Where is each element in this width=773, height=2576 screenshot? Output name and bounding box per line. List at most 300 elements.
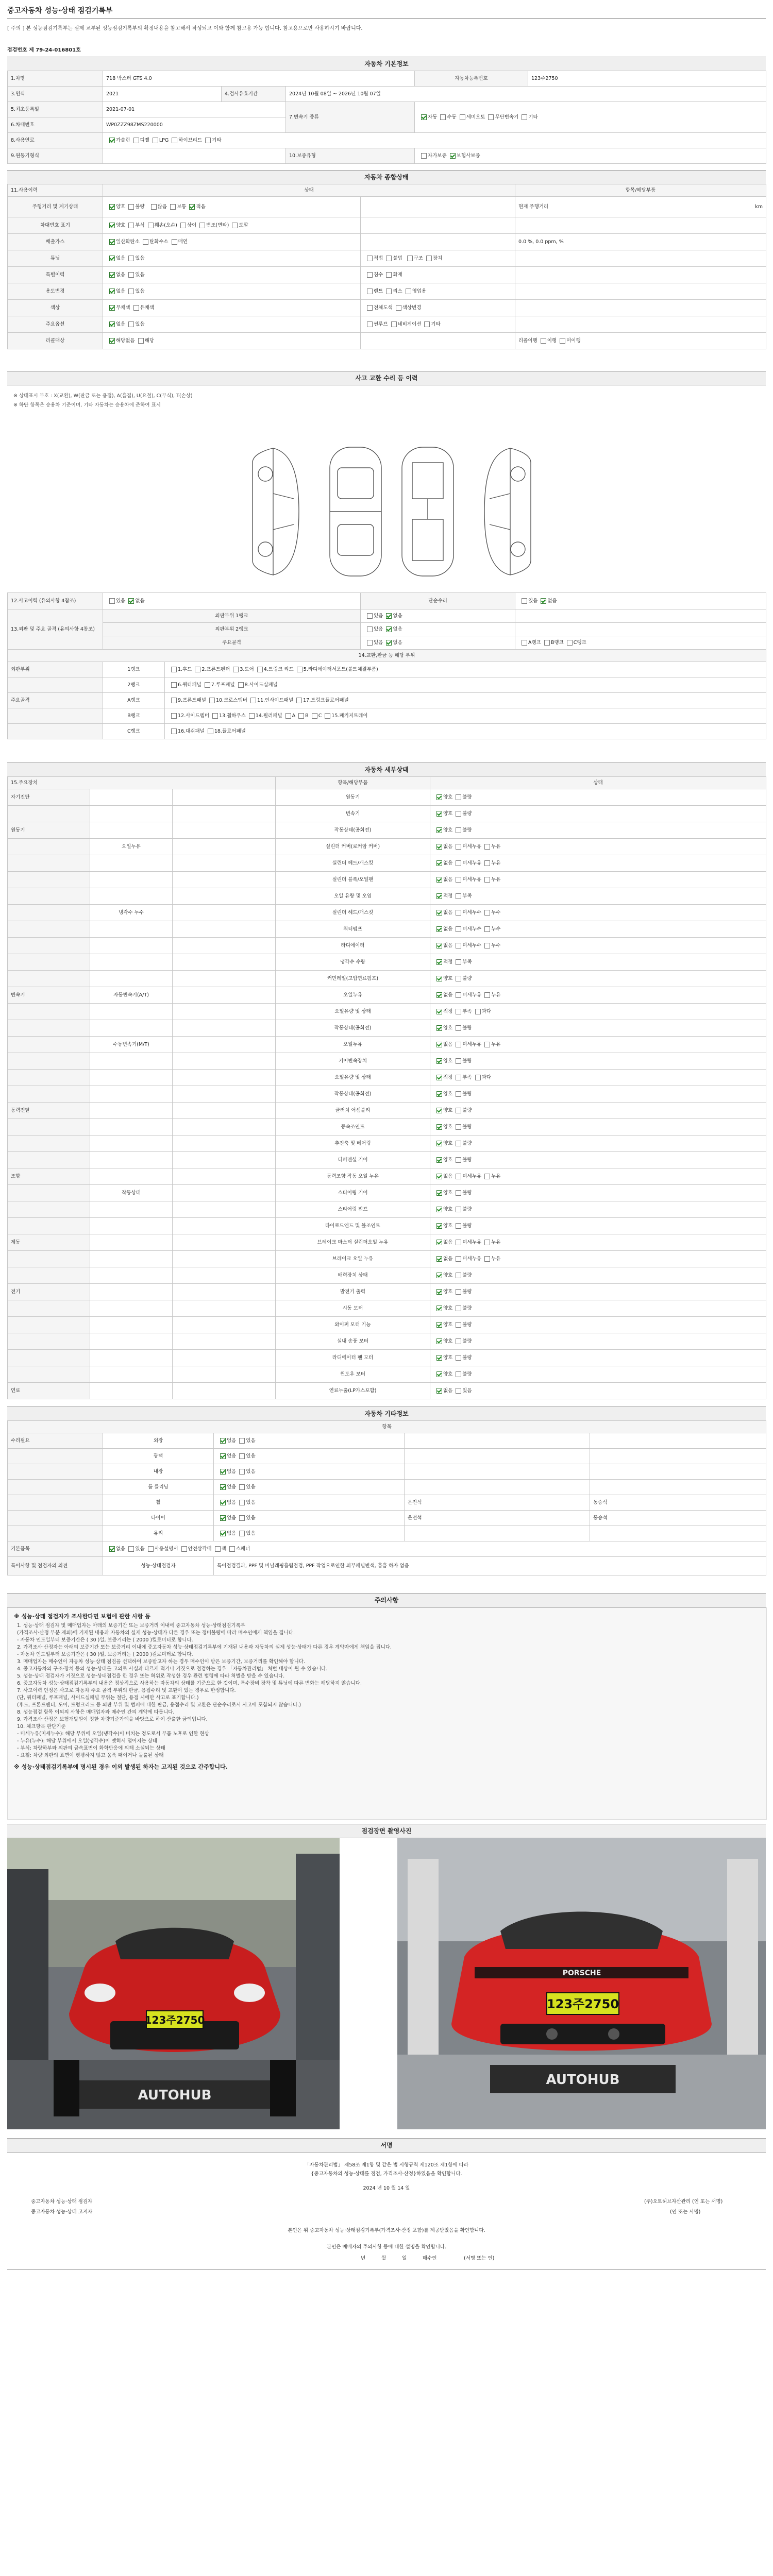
checkbox[interactable] [436,910,442,916]
checkbox[interactable] [456,1289,461,1295]
vehicle-diagram [242,442,541,581]
checkbox-label: 미세누수 [462,909,482,916]
checkbox[interactable] [436,1306,442,1311]
checkbox-label: 자동 [428,114,438,120]
checkbox[interactable] [436,827,442,833]
detail-state [430,855,766,872]
checkbox[interactable] [484,1174,490,1179]
checkbox[interactable] [436,976,442,981]
checkbox[interactable] [436,1355,442,1361]
detail-row [8,1004,766,1020]
warranty-label: 10.보증유형 [286,148,415,164]
checkbox[interactable] [484,1240,490,1245]
detail-subgroup2 [173,987,276,1004]
checkbox[interactable] [436,1042,442,1047]
checkbox[interactable] [456,1388,461,1394]
parts-group [8,708,103,724]
detail-subgroup [90,971,173,987]
checkbox[interactable] [456,877,461,883]
checkbox[interactable] [436,1174,442,1179]
checkbox[interactable] [109,1546,115,1552]
checkbox[interactable] [406,289,411,294]
checkbox[interactable] [325,713,330,719]
checkbox[interactable] [484,877,490,883]
checkbox[interactable] [456,1157,461,1163]
detail-subgroup2 [173,1119,276,1136]
checkbox[interactable] [484,943,490,948]
checkbox[interactable] [391,321,397,327]
detail-subgroup: 냉각수 누수 [90,905,173,921]
detail-subgroup2 [173,806,276,822]
checkbox[interactable] [484,860,490,866]
detail-subgroup [90,1383,173,1399]
detail-subgroup2 [173,1350,276,1366]
checkbox[interactable] [128,321,134,327]
checkbox-label: 6.쿼터패널 [178,682,201,688]
checkbox[interactable] [109,272,115,278]
checkbox[interactable] [456,1338,461,1344]
checkbox[interactable] [436,1207,442,1212]
accident-legend-symbols: ※ 상태표시 부호 : X(교환), W(판금 또는 용접), A(흠집), U(요철), C(부식), T(손상) [13,393,193,399]
checkbox[interactable] [456,811,461,817]
checkbox[interactable] [239,1453,245,1459]
checkbox[interactable] [484,910,490,916]
checkbox-label: 4.트렁크 리드 [263,666,294,672]
checkbox[interactable] [475,1009,481,1014]
checkbox[interactable] [220,1438,226,1444]
checkbox[interactable] [239,1500,245,1505]
general-row-label: 주요옵션 [8,316,103,333]
parts-list [165,724,766,739]
checkbox[interactable] [128,272,134,278]
checkbox[interactable] [436,1388,442,1394]
general-row-sub [361,217,515,234]
checkbox[interactable] [522,598,527,604]
checkbox[interactable] [436,959,442,965]
detail-row [8,954,766,971]
checkbox[interactable] [541,338,546,344]
checkbox[interactable] [456,1124,461,1130]
checkbox-label: 화재 [393,272,402,278]
checkbox-label: 16.대쉬패널 [178,728,205,734]
checkbox[interactable] [297,667,303,672]
checkbox[interactable] [128,598,134,604]
checkbox[interactable] [436,992,442,998]
checkbox[interactable] [436,1141,442,1146]
checkbox[interactable] [367,626,373,632]
checkbox[interactable] [436,1124,442,1130]
note-line: 6. 중고자동차 성능·상태점검기록부의 내용은 정상적으로 사용하는 자동차의 상태를 기준으로 한 것이며, 특수장비 장착 및 튜닝에 따른 변화는 해당하지 않습니다. [17,1681,362,1686]
checkbox[interactable] [456,1207,461,1212]
checkbox-label: 양호 [443,1124,453,1130]
checkbox[interactable] [367,256,373,261]
detail-part-name: 윈도우 모터 [276,1366,430,1383]
checkbox-label: 해당 [144,337,155,344]
checkbox[interactable] [456,1306,461,1311]
detail-group [8,855,90,872]
checkbox[interactable] [460,114,465,120]
checkbox[interactable] [456,1042,461,1047]
checkbox[interactable] [484,1256,490,1262]
checkbox[interactable] [109,138,115,143]
checkbox[interactable] [436,1058,442,1064]
detail-state [430,1168,766,1185]
checkbox-label: 있음 [246,1437,256,1444]
checkbox[interactable] [484,926,490,932]
checkbox-label: C랭크 [573,639,586,646]
checkbox[interactable] [488,114,494,120]
other-name: 타이어 [103,1511,214,1526]
checkbox[interactable] [450,153,456,159]
checkbox[interactable] [109,338,115,344]
notes-footer: ※ 성능·상태점검기록부에 명시된 경우 이외 발생된 하자는 고지된 것으로 간주합니다. [14,1764,228,1770]
checkbox[interactable] [133,305,139,311]
checkbox[interactable] [209,698,215,703]
checkbox[interactable] [229,1546,235,1552]
checkbox[interactable] [456,1141,461,1146]
checkbox-label: 있음 [246,1468,256,1475]
checkbox-label: 불량 [462,1354,472,1361]
checkbox[interactable] [436,1322,442,1328]
checkbox[interactable] [199,223,205,228]
checkbox[interactable] [386,626,392,632]
checkbox[interactable] [239,1515,245,1521]
checkbox[interactable] [249,713,255,719]
checkbox[interactable] [421,114,427,120]
detail-part-name: 작동상태(공회전) [276,1020,430,1037]
checkbox[interactable] [109,223,115,228]
checkbox[interactable] [567,640,573,646]
checkbox[interactable] [367,305,373,311]
other-group [8,1449,103,1464]
checkbox[interactable] [172,239,177,245]
detail-group [8,921,90,938]
checkbox[interactable] [436,811,442,817]
checkbox[interactable] [128,256,134,261]
checkbox-label: 없음 [116,288,126,294]
checkbox[interactable] [171,728,177,734]
checkbox[interactable] [456,1190,461,1196]
detail-part-name: 시동 모터 [276,1300,430,1317]
detail-status-table [7,776,766,1399]
checkbox[interactable] [436,1223,442,1229]
checkbox[interactable] [367,640,373,646]
checkbox[interactable] [541,598,546,604]
checkbox[interactable] [456,1256,461,1262]
checkbox[interactable] [170,204,176,210]
checkbox[interactable] [436,1240,442,1245]
checkbox-label: 네비게이션 [397,321,422,327]
checkbox[interactable] [456,1322,461,1328]
checkbox[interactable] [426,256,432,261]
checkbox[interactable] [456,959,461,965]
checkbox[interactable] [456,1371,461,1377]
checkbox[interactable] [148,1546,154,1552]
detail-subgroup [90,1004,173,1020]
checkbox[interactable] [456,1355,461,1361]
checkbox[interactable] [143,239,148,245]
checkbox[interactable] [220,1469,226,1475]
detail-subgroup2 [173,1366,276,1383]
checkbox[interactable] [436,1273,442,1278]
checkbox[interactable] [456,1174,461,1179]
front-plate-text: 123주2750 [144,2014,205,2026]
checkbox[interactable] [128,204,134,210]
checkbox-label: 양호 [443,827,453,833]
registration-number: 점검번호 제 79-24-016801호 [7,47,81,53]
checkbox[interactable] [436,1075,442,1080]
checkbox[interactable] [220,1453,226,1459]
checkbox[interactable] [560,338,565,344]
sign-date: 2024 년 10 월 14 일 [363,2185,410,2191]
frame-row-options [361,623,515,636]
section-general-status: 자동차 종합상태 [7,170,766,184]
checkbox[interactable] [456,1009,461,1014]
checkbox-label: 7.루프패널 [211,682,235,688]
general-row-note: 리콜이행 [518,337,537,344]
general-row-state [103,197,361,217]
checkbox[interactable] [220,1484,226,1490]
general-row-note: 현재 주행거리 [518,204,549,210]
checkbox[interactable] [109,239,115,245]
checkbox[interactable] [436,1009,442,1014]
checkbox[interactable] [220,1500,226,1505]
checkbox[interactable] [386,289,392,294]
checkbox[interactable] [456,860,461,866]
checkbox[interactable] [424,321,430,327]
checkbox[interactable] [296,698,302,703]
checkbox-label: B [305,713,309,719]
checkbox[interactable] [456,943,461,948]
checkbox[interactable] [151,204,157,210]
checkbox[interactable] [544,640,550,646]
checkbox[interactable] [440,114,446,120]
detail-row [8,839,766,855]
frame-label: 13.외판 및 주요 골격 (유의사항 4참조) [8,609,103,650]
status-sub: 성능·상태점검자 [103,1557,214,1575]
general-row-sub [361,283,515,300]
checkbox[interactable] [239,1469,245,1475]
checkbox-label: 없음 [135,598,145,604]
detail-part-name: 실린더 블록/오일팬 [276,872,430,888]
checkbox[interactable] [189,204,195,210]
checkbox-label: 11.인사이드패널 [257,697,294,703]
checkbox[interactable] [257,667,263,672]
checkbox[interactable] [436,893,442,899]
checkbox[interactable] [396,305,401,311]
checkbox[interactable] [233,667,239,672]
detail-group: 전기 [8,1284,90,1300]
checkbox[interactable] [522,114,527,120]
checkbox[interactable] [456,1075,461,1080]
checkbox[interactable] [436,1025,442,1031]
checkbox[interactable] [475,1075,481,1080]
checkbox[interactable] [205,138,211,143]
checkbox-label: 양호 [443,1140,453,1146]
detail-subgroup [90,822,173,839]
checkbox[interactable] [138,338,144,344]
checkbox[interactable] [128,223,134,228]
checkbox[interactable] [239,1484,245,1490]
checkbox[interactable] [436,1338,442,1344]
checkbox[interactable] [109,289,115,294]
detail-subgroup [90,1333,173,1350]
detail-group: 원동기 [8,822,90,839]
detail-subgroup: 수동변속기(M/T) [90,1037,173,1053]
checkbox[interactable] [195,667,200,672]
checkbox[interactable] [208,728,213,734]
checkbox[interactable] [436,844,442,850]
checkbox[interactable] [232,223,238,228]
checkbox[interactable] [212,713,218,719]
checkbox[interactable] [436,1289,442,1295]
checkbox[interactable] [386,613,392,619]
checkbox[interactable] [456,1091,461,1097]
checkbox[interactable] [436,794,442,800]
checkbox[interactable] [312,713,317,719]
checkbox[interactable] [128,1546,134,1552]
checkbox[interactable] [386,272,392,278]
detail-subgroup2 [173,905,276,921]
checkbox[interactable] [456,992,461,998]
checkbox-label: 14.필러패널 [255,713,282,719]
detail-subgroup2 [173,1185,276,1201]
notes-heading: ※ 성능·상태 점검자가 조사한다면 보험에 관한 사항 등 [14,1613,150,1620]
checkbox[interactable] [456,1223,461,1229]
checkbox[interactable] [436,1091,442,1097]
checkbox[interactable] [436,926,442,932]
checkbox-label: 없음 [393,626,402,632]
checkbox[interactable] [109,321,115,327]
checkbox[interactable] [456,976,461,981]
checkbox[interactable] [172,138,177,143]
checkbox[interactable] [220,1515,226,1521]
detail-state [430,1218,766,1234]
checkbox[interactable] [436,877,442,883]
checkbox[interactable] [456,827,461,833]
checkbox[interactable] [386,640,392,646]
simple-repair-options [515,593,766,609]
checkbox[interactable] [436,1371,442,1377]
checkbox[interactable] [109,204,115,210]
detail-row [8,1284,766,1300]
checkbox[interactable] [133,138,139,143]
checkbox[interactable] [436,860,442,866]
checkbox[interactable] [436,1108,442,1113]
detail-row [8,1053,766,1070]
checkbox-label: 색상변경 [402,304,422,311]
checkbox[interactable] [484,844,490,850]
checkbox[interactable] [436,943,442,948]
checkbox[interactable] [239,1531,245,1536]
checkbox-label: 유채색 [140,304,155,311]
checkbox[interactable] [285,713,291,719]
checkbox[interactable] [386,256,392,261]
checkbox[interactable] [367,272,373,278]
checkbox[interactable] [484,1042,490,1047]
checkbox[interactable] [456,926,461,932]
accident-legend-note: ※ 하단 항목은 승용차 기준이며, 기타 자동차는 승용차에 준하여 표시 [13,402,161,408]
detail-row [8,971,766,987]
checkbox[interactable] [171,667,177,672]
checkbox[interactable] [484,992,490,998]
checkbox-label: 없음 [116,321,126,327]
detail-row [8,806,766,822]
checkbox[interactable] [456,1025,461,1031]
section-signature: 서명 [7,2138,766,2153]
checkbox[interactable] [367,613,373,619]
checkbox[interactable] [522,640,527,646]
checkbox[interactable] [180,223,186,228]
checkbox-label: 양호 [443,1190,453,1196]
checkbox[interactable] [436,1190,442,1196]
checkbox[interactable] [128,289,134,294]
checkbox[interactable] [367,321,373,327]
checkbox[interactable] [239,1438,245,1444]
checkbox[interactable] [456,1058,461,1064]
checkbox[interactable] [171,713,177,719]
checkbox-label: 17.트렁크플로어패널 [303,697,349,703]
checkbox-label: 없음 [547,598,557,604]
detail-state [430,1317,766,1333]
checkbox[interactable] [109,305,115,311]
checkbox[interactable] [407,256,413,261]
checkbox-label: 없음 [393,613,402,619]
checkbox[interactable] [205,682,210,688]
checkbox-label: 불량 [135,204,145,210]
checkbox-label: 양호 [443,1321,453,1328]
checkbox-label: 변조(변타) [206,222,229,228]
detail-subgroup2 [173,855,276,872]
checkbox[interactable] [421,153,427,159]
checkbox[interactable] [215,1546,221,1552]
checkbox[interactable] [171,698,177,703]
checkbox[interactable] [456,1273,461,1278]
general-status-table [7,184,766,349]
checkbox[interactable] [250,698,256,703]
checkbox[interactable] [181,1546,187,1552]
general-row [8,300,766,316]
checkbox[interactable] [148,223,154,228]
checkbox[interactable] [436,1256,442,1262]
parts-group [8,677,103,693]
checkbox-label: 없음 [443,909,453,916]
detail-row [8,1185,766,1201]
checkbox[interactable] [153,138,158,143]
checkbox[interactable] [456,844,461,850]
checkbox[interactable] [367,289,373,294]
checkbox[interactable] [220,1531,226,1536]
checkbox[interactable] [109,598,115,604]
checkbox[interactable] [456,1108,461,1113]
checkbox[interactable] [456,893,461,899]
status-text: 특이점검결과, PPF 및 비닐래핑흘림점검, PPF 작업으로인한 외부패널변색, 흠흠 하자 없음 [214,1557,766,1575]
parts-rank: A랭크 [103,693,165,708]
checkbox[interactable] [171,682,177,688]
detail-subgroup2 [173,1284,276,1300]
checkbox[interactable] [298,713,304,719]
checkbox[interactable] [109,256,115,261]
checkbox[interactable] [456,794,461,800]
checkbox-label: 있음 [246,1515,256,1521]
checkbox[interactable] [436,1157,442,1163]
parts-title: 14.교환,판금 등 해당 부위 [8,650,766,662]
detail-subgroup [90,806,173,822]
checkbox[interactable] [456,1240,461,1245]
checkbox[interactable] [238,682,244,688]
reg-value: 123주2750 [528,71,766,87]
checkbox[interactable] [456,910,461,916]
